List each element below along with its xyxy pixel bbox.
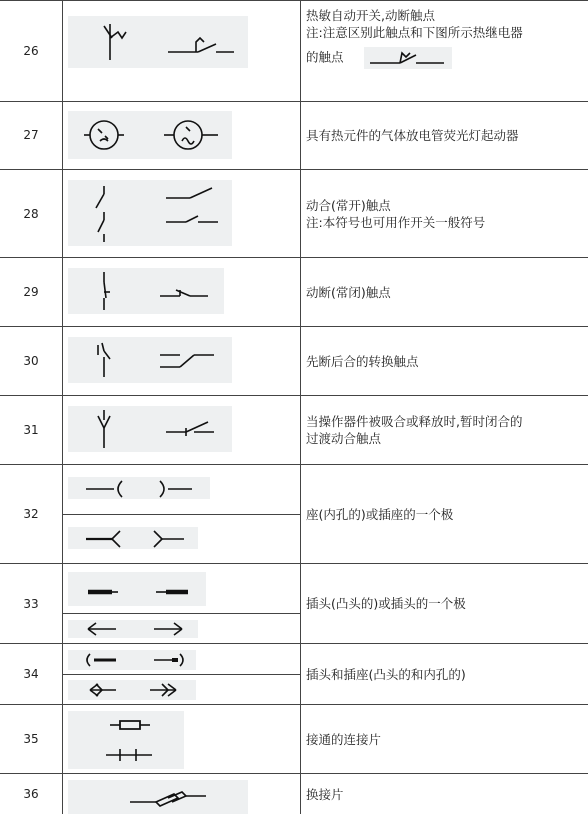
symbol-cell <box>62 774 300 814</box>
description-text: 先断后合的转换触点 <box>306 353 419 369</box>
description-cell <box>306 1 582 101</box>
symbol-cell <box>62 327 300 395</box>
passing-make-contact-symbol <box>68 406 232 452</box>
plug-and-socket-symbol <box>68 650 196 670</box>
symbol-cell <box>62 396 300 464</box>
description-cell <box>306 170 582 257</box>
description-note: 注:注意区别此触点和下图所示热继电器 <box>306 25 523 40</box>
description-text: 动合(常开)触点 <box>306 197 391 213</box>
symbol-cell <box>62 1 300 101</box>
description-text: 当操作器件被吸合或释放时,暂时闭合的 <box>306 414 523 429</box>
description-text: 热敏自动开关,动断触点 <box>306 8 435 23</box>
description-cell <box>306 396 582 464</box>
description-cell <box>306 258 582 326</box>
row-number: 28 <box>23 206 39 221</box>
symbol-cell <box>62 564 300 643</box>
table-row <box>0 0 588 102</box>
description-text: 动断(常闭)触点 <box>306 284 391 300</box>
row-number: 29 <box>23 285 39 299</box>
symbol-cell <box>62 170 300 257</box>
table-row <box>0 465 588 564</box>
description-cell <box>306 644 582 704</box>
row-number: 31 <box>23 423 39 437</box>
row-number: 27 <box>23 128 39 142</box>
glow-starter-symbol <box>68 111 232 159</box>
description-text: 的触点 <box>306 49 344 65</box>
description-text: 换接片 <box>306 786 344 802</box>
row-number: 32 <box>23 507 39 521</box>
plug-and-socket-alt-symbol <box>68 680 196 700</box>
row-number: 35 <box>23 732 39 746</box>
description-cell <box>306 705 582 773</box>
changeover-contact-symbol <box>68 337 232 383</box>
symbol-cell <box>62 258 300 326</box>
row-number: 34 <box>23 667 39 681</box>
row-number: 36 <box>23 787 39 801</box>
description-text: 接通的连接片 <box>306 731 382 747</box>
symbol-cell <box>62 705 300 773</box>
description-cell <box>306 327 582 395</box>
table-row <box>0 564 588 644</box>
change-over-link-symbol <box>68 780 248 814</box>
description-note: 注:本符号也可用作开关一般符号 <box>306 214 486 230</box>
thermal-auto-switch-symbol <box>68 16 248 68</box>
row-number: 33 <box>23 596 39 611</box>
description-text: 插头(凸头的)或插头的一个极 <box>306 596 466 611</box>
description-cell <box>306 101 582 169</box>
table-row <box>0 101 588 170</box>
make-contact-symbol <box>68 180 232 246</box>
description-cell <box>306 564 582 643</box>
description-text: 座(内孔的)或插座的一个极 <box>306 506 454 522</box>
table-row <box>0 170 588 258</box>
row-number: 30 <box>23 354 39 368</box>
table-row <box>0 258 588 327</box>
thermal-relay-contact-symbol <box>364 47 452 69</box>
table-row <box>0 327 588 396</box>
break-contact-symbol <box>68 268 224 314</box>
table-row <box>0 396 588 465</box>
plug-pole-symbol <box>68 572 206 606</box>
description-text: 过渡动合触点 <box>306 431 382 446</box>
description-text: 插头和插座(凸头的和内孔的) <box>306 666 466 682</box>
row-number: 26 <box>23 44 39 58</box>
symbol-cell <box>62 101 300 169</box>
socket-pole-alt-symbol <box>68 527 198 549</box>
description-cell <box>306 774 582 814</box>
description-cell <box>306 465 582 563</box>
table-row <box>0 774 588 814</box>
table-row <box>0 644 588 705</box>
plug-pole-alt-symbol <box>68 620 198 638</box>
table-row <box>0 705 588 774</box>
socket-pole-symbol <box>68 477 210 499</box>
closed-link-symbol <box>68 711 184 769</box>
description-text: 具有热元件的气体放电管荧光灯起动器 <box>306 127 519 143</box>
